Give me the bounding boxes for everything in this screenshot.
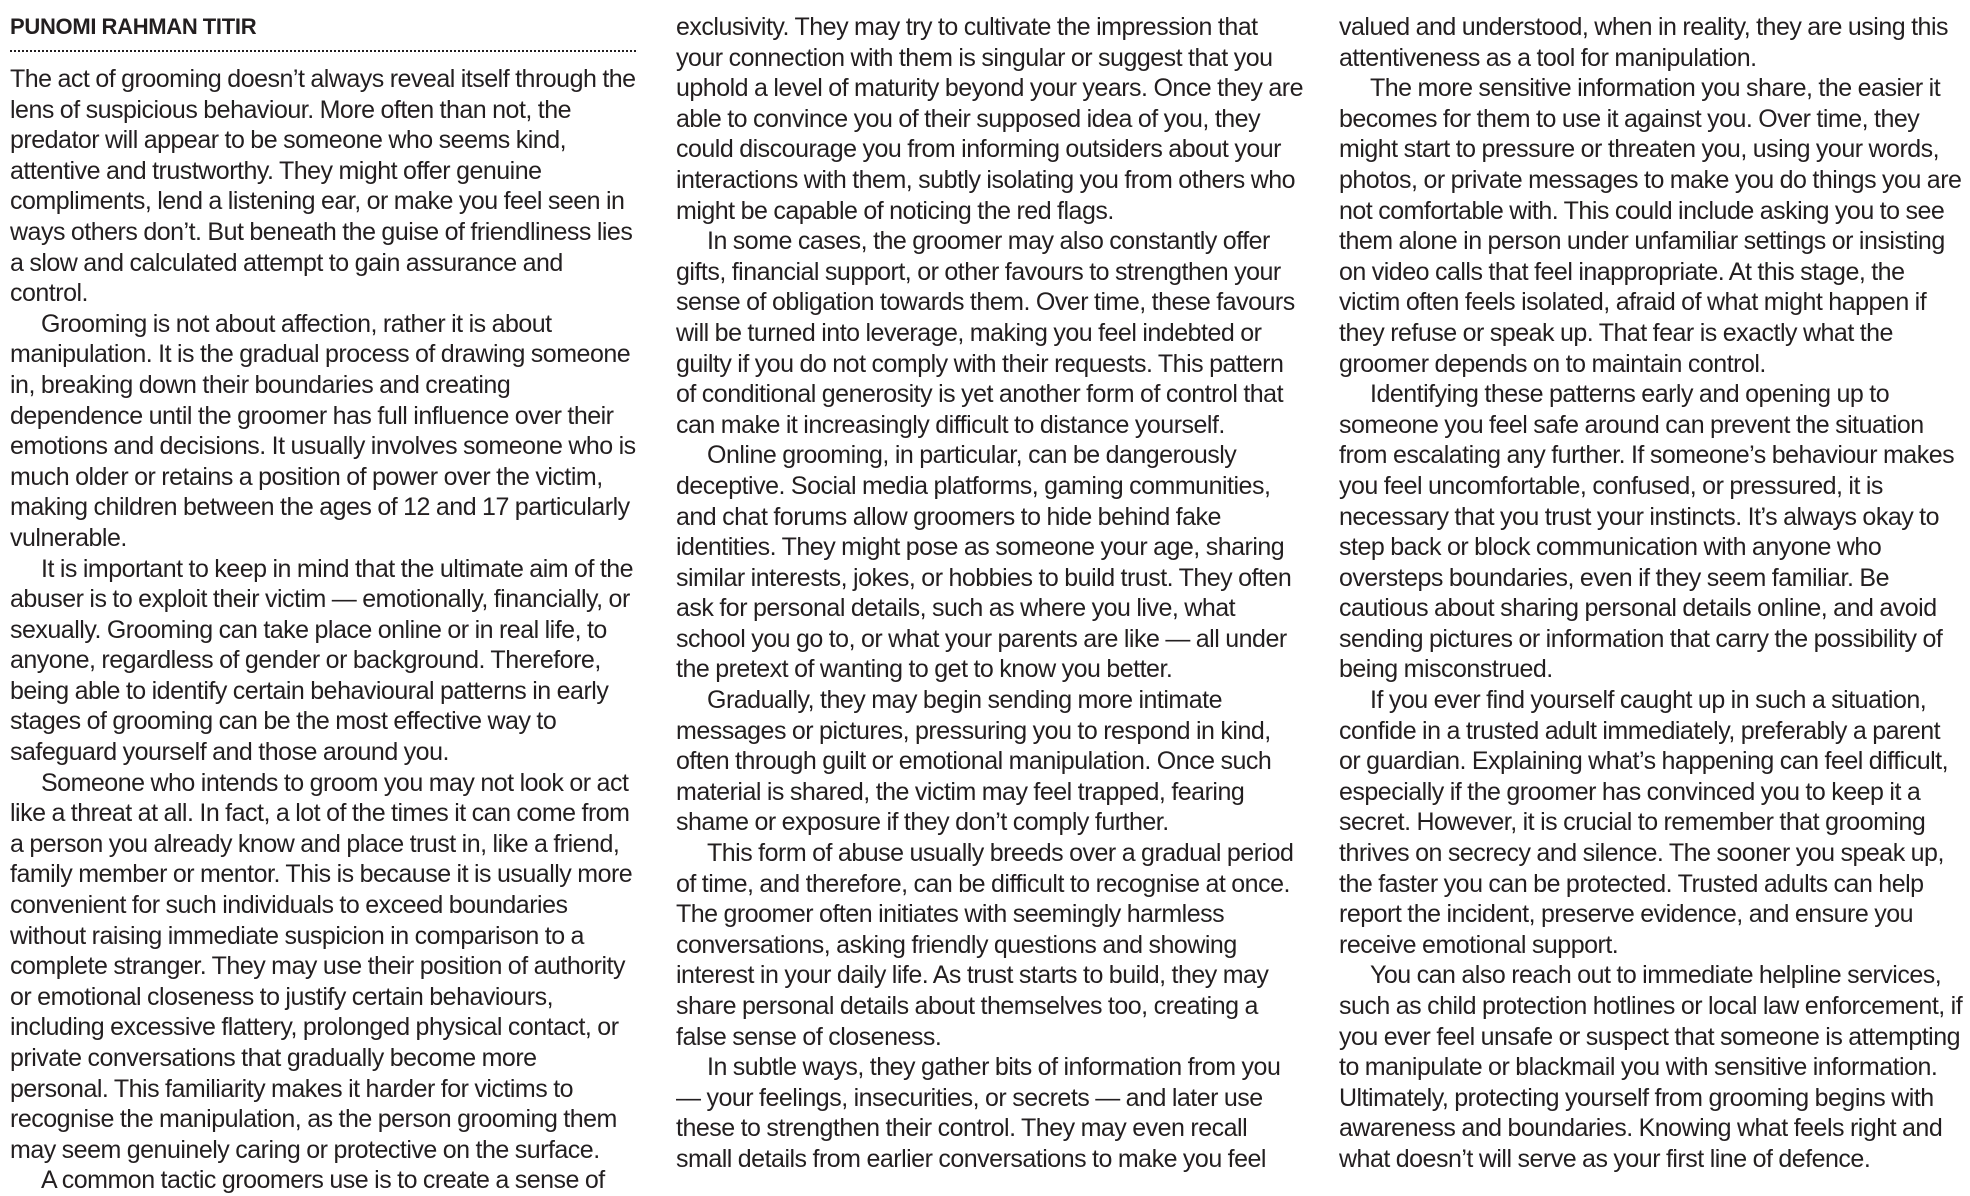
paragraph: It is important to keep in mind that the ultimate aim of the abuser is to exploit their victim — emotionally, financially, or sexually. Grooming can take place online or in real life, to anyone, regardless of gender or background. Therefore, being able to identify certain behavioural patterns in early stages of grooming can be the most effective way to safeguard yourself and those around you. <box>10 554 634 767</box>
paragraph: You can also reach out to immediate helpline services, such as child protection hotlines or local law enforcement, if you ever feel unsafe or suspect that someone is attempting to manipulate or blackmail you with sensitive information. Ultimately, protecting yourself from grooming begins with awareness and boundaries. Knowing what feels right and what doesn’t will serve as your first line of defence. <box>1339 961 1963 1173</box>
paragraph-continued: valued and understood, when in reality, they are using this attentiveness as a tool for manipulation. <box>1339 13 1948 72</box>
paragraph: The act of grooming doesn’t always reveal itself through the lens of suspicious behaviour. More often than not, the predator will appear to be someone who seems kind, attentive and trustworthy. They might offer genuine compliments, lend a listening ear, or make you feel seen in ways others don’t. But beneath the guise of friendliness lies a slow and calculated attempt to gain assurance and control. <box>10 65 636 308</box>
byline-divider <box>10 50 636 52</box>
paragraph: This form of abuse usually breeds over a gradual period of time, and therefore, can be difficult to recognise at once. The groomer often initiates with seemingly harmless conversations, asking friendly questions and showing interest in your daily life. As trust starts to build, they may share personal details about themselves too, creating a false sense of closeness. <box>676 839 1294 1051</box>
article-column-1 <box>10 12 640 1196</box>
paragraph-continued: exclusivity. They may try to cultivate the impression that your connection with them is singular or suggest that you uphold a level of maturity beyond your years. Once they are able to convince you of their supposed idea of you, they could discourage you from informing outsiders about your interactions with them, subtly isolating you from others who might be capable of noticing the red flags. <box>676 13 1303 225</box>
paragraph: Grooming is not about affection, rather it is about manipulation. It is the gradual process of drawing someone in, breaking down their boundaries and creating dependence until the groomer has full influence over their emotions and decisions. It usually involves someone who is much older or retains a position of power over the victim, making children between the ages of 12 and 17 particularly vulnerable. <box>10 309 636 552</box>
paragraph: The more sensitive information you share, the easier it becomes for them to use it against you. Over time, they might start to pressure or threaten you, using your words, photos, or private messages to make you do things you are not comfortable with. This could include asking you to see them alone in person under unfamiliar settings or insisting on video calls that feel inappropriate. At this stage, the victim often feels isolated, afraid of what might happen if they refuse or speak up. That fear is exactly what the groomer depends on to maintain control. <box>1339 74 1962 378</box>
paragraph: Someone who intends to groom you may not look or act like a threat at all. In fact, a lot of the times it can come from a person you already know and place trust in, like a friend, family member or mentor. This is because it is usually more convenient for such individuals to exceed boundaries without raising immediate suspicion in comparison to a complete stranger. They may use their position of authority or emotional closeness to justify certain behaviours, including excessive flattery, prolonged physical contact, or private conversations that gradually become more personal. This familiarity makes it harder for victims to recognise the manipulation, as the person grooming them may seem genuinely caring or protective on the surface. <box>10 768 633 1164</box>
author-byline: PUNOMI RAHMAN TITIR <box>10 14 257 39</box>
article-column-3 <box>1339 12 1967 1175</box>
paragraph: If you ever find yourself caught up in such a situation, confide in a trusted adult immediately, preferably a parent or guardian. Explaining what’s happening can feel difficult, especially if the groomer has convinced you to keep it a secret. However, it is crucial to remember that grooming thrives on secrecy and silence. The sooner you speak up, the faster you can be protected. Trusted adults can help report the incident, preserve evidence, and ensure you receive emotional support. <box>1339 686 1949 959</box>
paragraph: In some cases, the groomer may also constantly offer gifts, financial support, or other favours to strengthen your sense of obligation towards them. Over time, these favours will be turned into leverage, making you feel indebted or guilty if you do not comply with their requests. This pattern of conditional generosity is yet another form of control that can make it increasingly difficult to distance yourself. <box>676 227 1295 439</box>
paragraph: Identifying these patterns early and opening up to someone you feel safe around can prevent the situation from escalating any further. If someone’s behaviour makes you feel uncomfortable, confused, or pressured, it is necessary that you trust your instincts. It’s always okay to step back or block communication with anyone who oversteps boundaries, even if they seem familiar. Be cautious about sharing personal details online, and avoid sending pictures or information that carry the possibility of being misconstrued. <box>1339 380 1955 684</box>
article-column-2 <box>676 12 1306 1175</box>
paragraph: Gradually, they may begin sending more intimate messages or pictures, pressuring you to respond in kind, often through guilt or emotional manipulation. Once such material is shared, the victim may feel trapped, fearing shame or exposure if they don’t comply further. <box>676 686 1272 837</box>
paragraph: A common tactic groomers use is to create a sense of <box>41 1166 605 1195</box>
paragraph: Online grooming, in particular, can be dangerously deceptive. Social media platforms, gaming communities, and chat forums allow groomers to hide behind fake identities. They might pose as someone your age, sharing similar interests, jokes, or hobbies to build trust. They often ask for personal details, such as where you live, what school you go to, or what your parents are like — all under the pretext of wanting to get to know you better. <box>676 441 1292 684</box>
paragraph: In subtle ways, they gather bits of information from you — your feelings, insecurities, or secrets — and later use these to strengthen their control. They may even recall small details from earlier conversations to make you feel <box>676 1053 1281 1173</box>
